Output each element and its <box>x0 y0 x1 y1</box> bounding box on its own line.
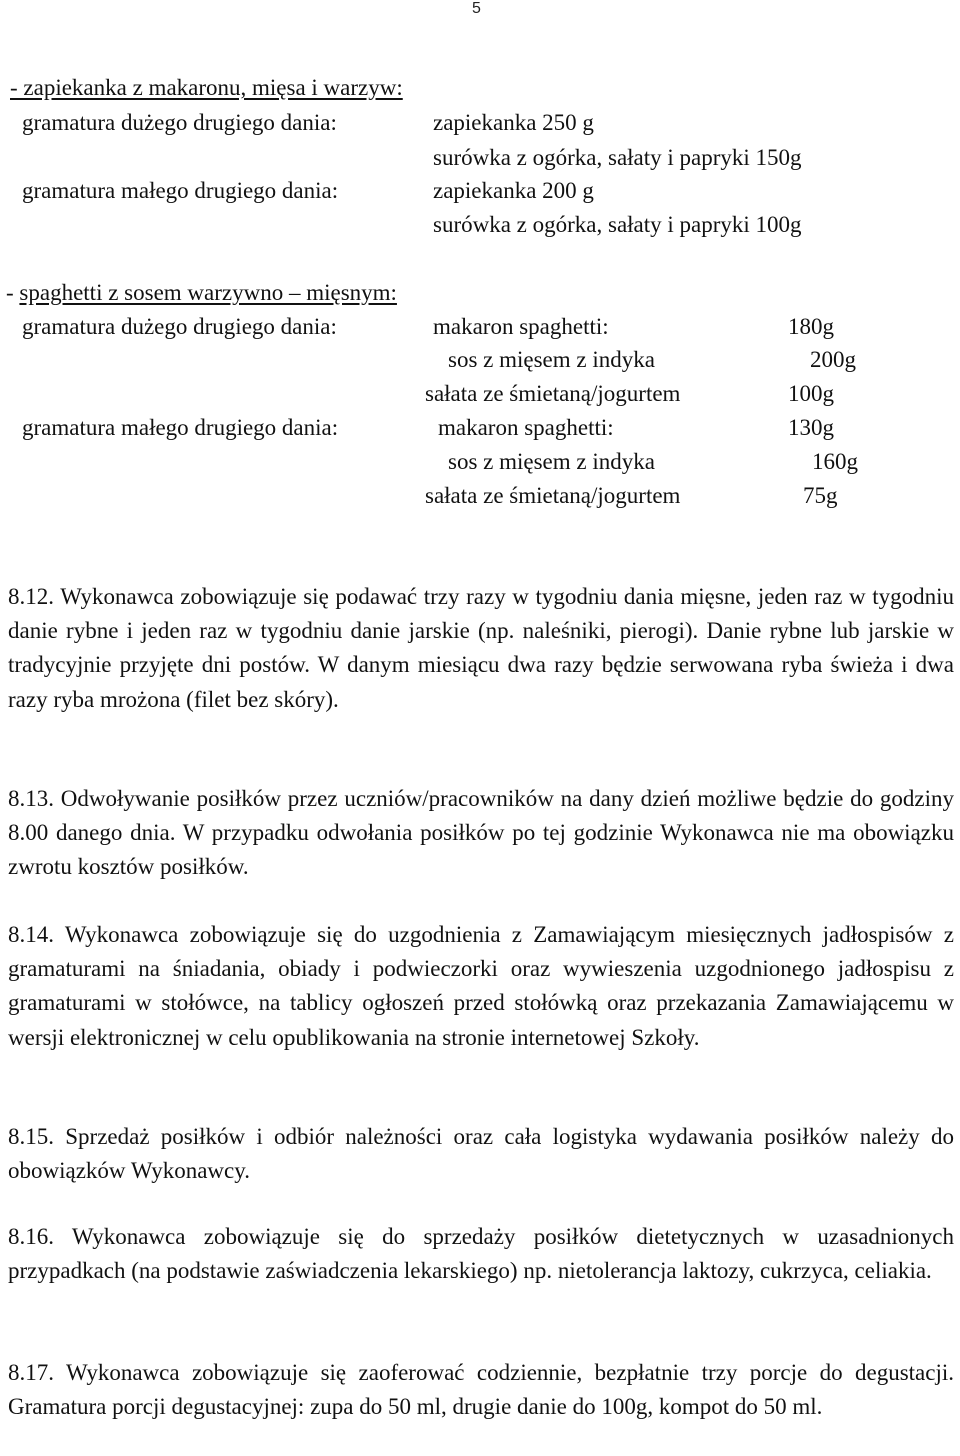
spaghetti-small-row-amount: 160g <box>812 449 858 474</box>
spaghetti-large-row-amount: 180g <box>788 314 834 339</box>
spaghetti-large-label: gramatura dużego drugiego dania: <box>22 314 337 339</box>
paragraph-8-13: 8.13. Odwoływanie posiłków przez uczniów/pracowników na dany dzień możliwe będzie do godziny 8.00 danego dnia. W przypadku odwołania posiłków po tej godzinie Wykonawca nie ma obowiązku zwrotu kosztów posiłków. <box>8 786 954 880</box>
spaghetti-title-prefix: - <box>6 280 20 305</box>
spaghetti-small-row-name: makaron spaghetti: <box>438 415 614 440</box>
spaghetti-large-row-amount: 200g <box>810 347 856 372</box>
zapiekanka-small-salad: surówka z ogórka, sałaty i papryki 100g <box>433 212 802 237</box>
paragraph-8-14: 8.14. Wykonawca zobowiązuje się do uzgodnienia z Zamawiającym miesięcznych jadłospisów z gramaturami na śniadania, obiady i podwieczorki oraz wywieszenia uzgodnionego jadłospisu z gramaturami w stołówce, na tablicy ogłoszeń przed stołówką oraz przekazania Zamawiającemu w wersji elektronicznej w celu opublikowania na stronie internetowej Szkoły. <box>8 922 954 1050</box>
spaghetti-small-row-amount: 130g <box>788 415 834 440</box>
spaghetti-small-label: gramatura małego drugiego dania: <box>22 415 339 440</box>
paragraph-8-12: 8.12. Wykonawca zobowiązuje się podawać trzy razy w tygodniu dania mięsne, jeden raz w tygodniu danie rybne i jeden raz w tygodniu danie jarskie (np. naleśniki, pierogi). Danie rybne lub jarskie w tradycyjnie przyjęte dni postów. W danym miesiącu dwa razy będzie serwowana ryba świeża i dwa razy ryba mrożona (filet bez skóry). <box>8 584 954 712</box>
zapiekanka-large-item: zapiekanka 250 g <box>433 110 594 135</box>
zapiekanka-small-item: zapiekanka 200 g <box>433 178 594 203</box>
paragraph-8-16: 8.16. Wykonawca zobowiązuje się do sprzedaży posiłków dietetycznych w uzasadnionych przypadkach (na podstawie zaświadczenia lekarskiego) np. nietolerancja laktozy, cukrzyca, celiakia. <box>8 1224 954 1284</box>
paragraph-8-17: 8.17. Wykonawca zobowiązuje się zaoferować codziennie, bezpłatnie trzy porcje do degustacji. Gramatura porcji degustacyjnej: zupa do 50 ml, drugie danie do 100g, kompot do 50 ml. <box>8 1360 954 1420</box>
spaghetti-large-row-name: sos z mięsem z indyka <box>448 347 655 372</box>
spaghetti-large-row-name: makaron spaghetti: <box>433 314 609 339</box>
spaghetti-large-row-name: sałata ze śmietaną/jogurtem <box>425 381 681 406</box>
spaghetti-small-row-name: sałata ze śmietaną/jogurtem <box>425 483 681 508</box>
spaghetti-large-row-amount: 100g <box>788 381 834 406</box>
zapiekanka-large-label: gramatura dużego drugiego dania: <box>22 110 337 135</box>
spaghetti-title-line <box>6 279 397 307</box>
spaghetti-small-row-name: sos z mięsem z indyka <box>448 449 655 474</box>
zapiekanka-title: - zapiekanka z makaronu, mięsa i warzyw: <box>10 75 403 100</box>
page-number: 5 <box>472 0 481 17</box>
spaghetti-small-row-amount: 75g <box>803 483 838 508</box>
paragraph-8-15: 8.15. Sprzedaż posiłków i odbiór należności oraz cała logistyka wydawania posiłków należy do obowiązków Wykonawcy. <box>8 1124 954 1184</box>
zapiekanka-small-label: gramatura małego drugiego dania: <box>22 178 339 203</box>
zapiekanka-large-salad: surówka z ogórka, sałaty i papryki 150g <box>433 145 802 170</box>
spaghetti-title: spaghetti z sosem warzywno – mięsnym: <box>19 280 397 305</box>
